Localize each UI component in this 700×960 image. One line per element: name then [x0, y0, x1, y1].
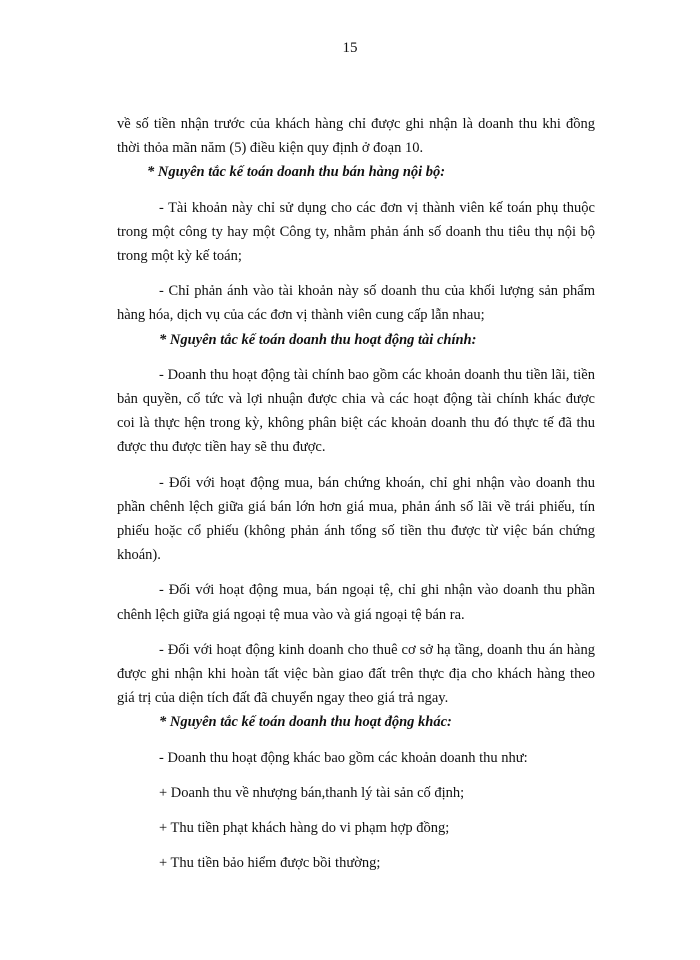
list-item-insurance-compensation: + Thu tiền bảo hiểm được bồi thường; [159, 855, 381, 872]
paragraph-other-revenue-includes: - Doanh thu hoạt động khác bao gồm các khoản doanh thu như: [159, 749, 528, 766]
list-item-contract-penalty: + Thu tiền phạt khách hàng do vi phạm hợp đồng; [159, 820, 450, 837]
paragraph-internal-account-scope: - Chỉ phản ánh vào tài khoản này số doanh thu của khối lượng sản phẩm hàng hóa, dịch vụ của các đơn vị thành viên cung cấp lẫn nhau; [117, 283, 595, 324]
heading-financial-revenue: * Nguyên tắc kế toán doanh thu hoạt động tài chính: [159, 331, 477, 348]
heading-internal-sales-revenue: * Nguyên tắc kế toán doanh thu bán hàng nội bộ: [147, 164, 446, 181]
heading-other-revenue: * Nguyên tắc kế toán doanh thu hoạt động khác: [159, 714, 452, 731]
paragraph-foreign-currency-trading: - Đối với hoạt động mua, bán ngoại tệ, chỉ ghi nhận vào doanh thu phần chênh lệch giữa giá ngoại tệ mua vào và giá ngoại tệ bán ra. [117, 582, 595, 623]
paragraph-internal-account-usage: - Tài khoản này chỉ sử dụng cho các đơn vị thành viên kế toán phụ thuộc trong một công ty hay một Công ty, nhằm phản ánh số doanh thu tiêu thụ nội bộ trong một kỳ kế toán; [117, 199, 595, 265]
paragraph-intro: về số tiền nhận trước của khách hàng chỉ được ghi nhận là doanh thu khi đồng thời thỏa mãn năm (5) điều kiện quy định ở đoạn 10. [117, 116, 595, 157]
paragraph-infrastructure-lease: - Đối với hoạt động kinh doanh cho thuê cơ sở hạ tầng, doanh thu án hàng được ghi nhận khi hoàn tất việc bàn giao đất trên thực địa cho khách hàng theo giá trị của diện tích đất đã chuyển ngay theo giá trả ngay. [117, 641, 595, 707]
page-number: 15 [342, 40, 358, 56]
paragraph-securities-trading: - Đối với hoạt động mua, bán chứng khoán, chỉ ghi nhận vào doanh thu phần chênh lệch giữa giá bán lớn hơn giá mua, phản ánh số lãi về trái phiếu, tín phiếu hoặc cổ phiếu (không phản ánh tổng số tiền thu được từ việc bán chứng khoán). [117, 474, 595, 564]
paragraph-financial-revenue-definition: - Doanh thu hoạt động tài chính bao gồm các khoản doanh thu tiền lãi, tiền bản quyền, cổ tức và lợi nhuận được chia và các hoạt động tài chính khác được coi là thực hện trong kỳ, không phân biệt các khoản doanh thu đó thực tế đã thu được thu được tiền hay sẽ thu được. [117, 366, 595, 456]
document-body [117, 112, 595, 875]
list-item-asset-disposal: + Doanh thu về nhượng bán,thanh lý tài sản cố định; [159, 784, 465, 801]
